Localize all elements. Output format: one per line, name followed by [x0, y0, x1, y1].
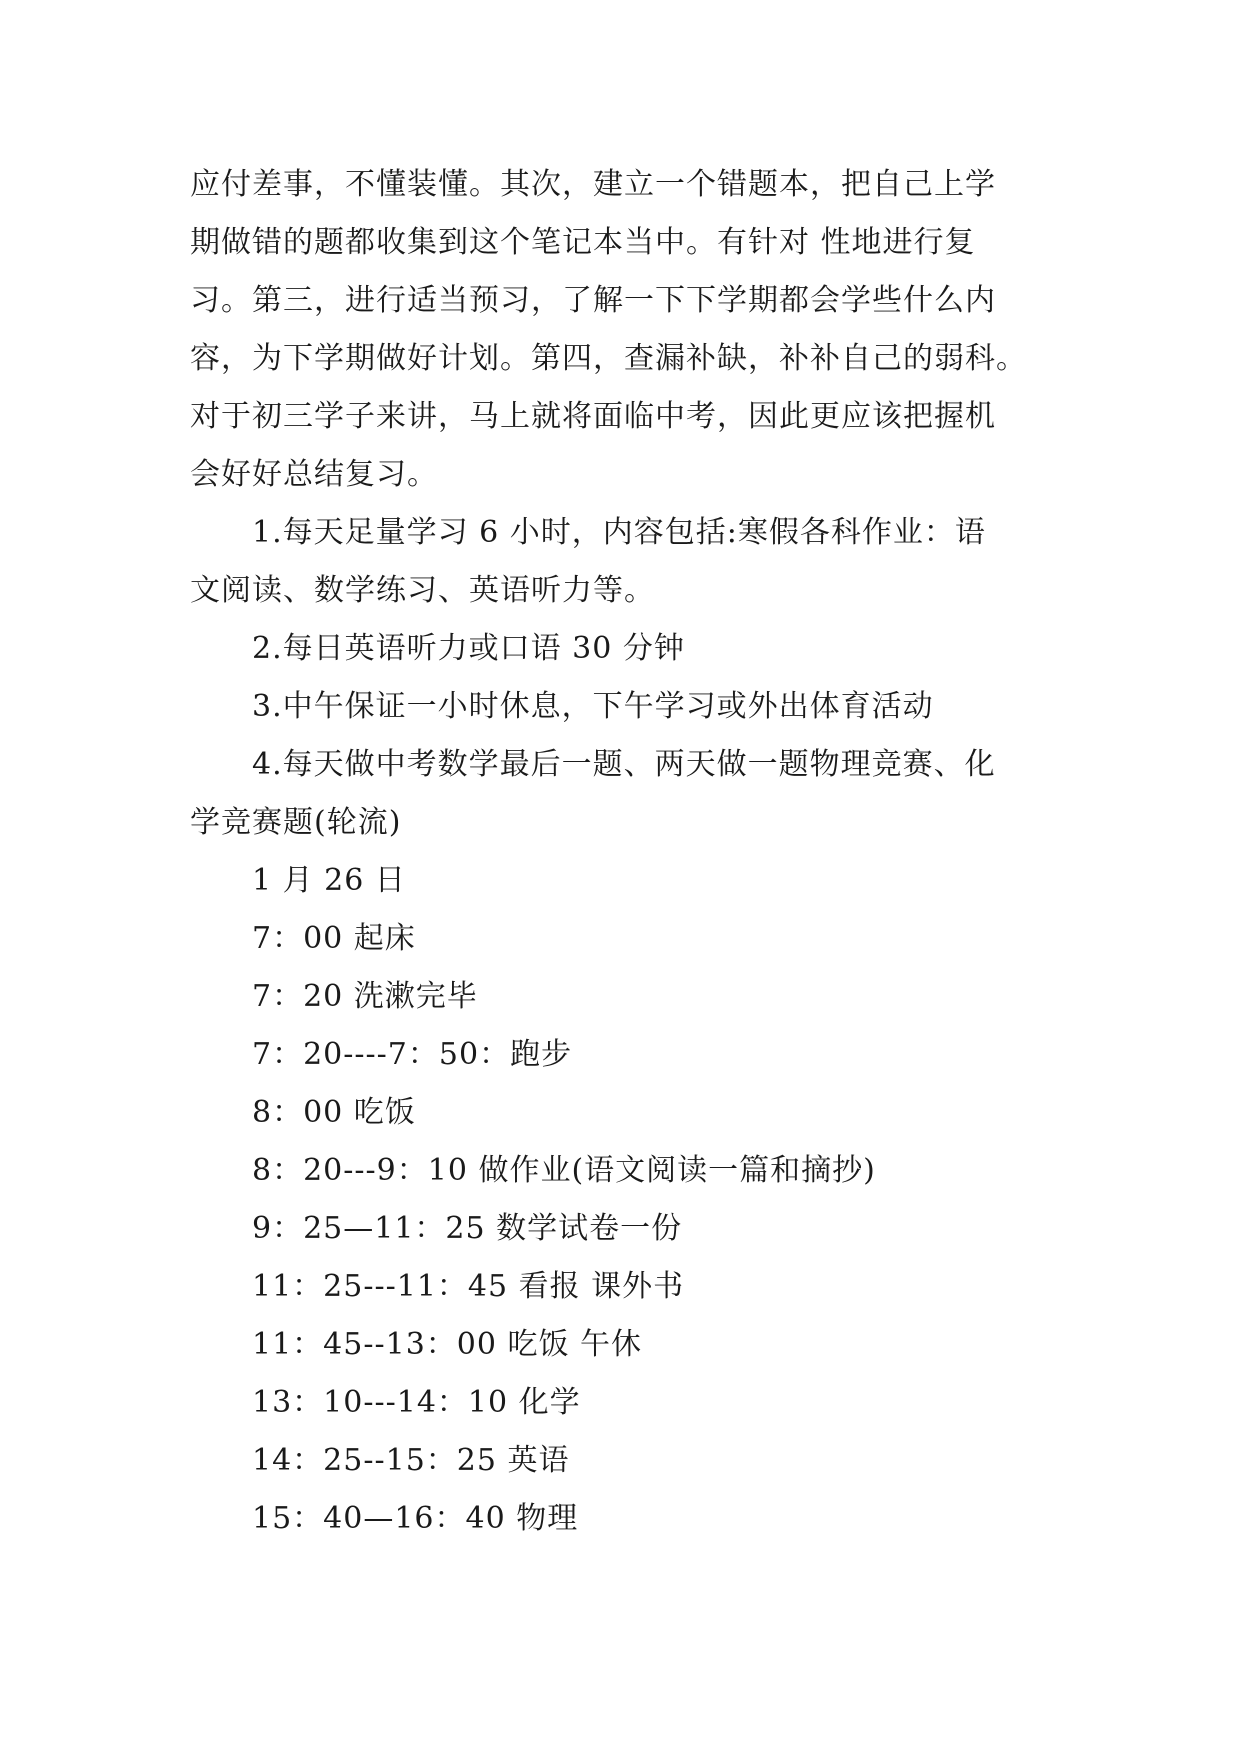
- paragraph-line: 对于初三学子来讲，马上就将面临中考，因此更应该把握机: [190, 399, 996, 434]
- schedule-entry: 11：25---11：45 看报 课外书: [252, 1269, 685, 1304]
- schedule-entry: 8：20---9：10 做作业(语文阅读一篇和摘抄): [252, 1153, 876, 1188]
- schedule-entry: 13：10---14：10 化学: [252, 1385, 581, 1420]
- list-item-4-line-2: 学竞赛题(轮流): [190, 805, 402, 840]
- schedule-entry: 14：25--15：25 英语: [252, 1443, 570, 1478]
- schedule-entry: 11：45--13：00 吃饭 午休: [252, 1327, 643, 1362]
- schedule-entry: 7：00 起床: [252, 921, 416, 956]
- paragraph-line: 容，为下学期做好计划。第四，查漏补缺，补补自己的弱科。: [190, 341, 1027, 376]
- list-item-4-line-1: 4.每天做中考数学最后一题、两天做一题物理竞赛、化: [252, 747, 996, 782]
- schedule-entry: 15：40—16：40 物理: [252, 1501, 579, 1536]
- list-item-1-line-1: 1.每天足量学习 6 小时，内容包括:寒假各科作业：语: [252, 515, 986, 550]
- paragraph-line: 期做错的题都收集到这个笔记本当中。有针对 性地进行复: [190, 225, 976, 260]
- schedule-entry: 8：00 吃饭: [252, 1095, 416, 1130]
- schedule-date: 1 月 26 日: [252, 863, 406, 898]
- paragraph-line: 会好好总结复习。: [190, 457, 438, 492]
- list-item-2: 2.每日英语听力或口语 30 分钟: [252, 631, 685, 666]
- list-item-3: 3.中午保证一小时休息，下午学习或外出体育活动: [252, 689, 934, 724]
- schedule-entry: 7：20----7：50：跑步: [252, 1037, 573, 1072]
- list-item-1-line-2: 文阅读、数学练习、英语听力等。: [190, 573, 655, 608]
- paragraph-line: 习。第三，进行适当预习，了解一下下学期都会学些什么内: [190, 283, 996, 318]
- schedule-entry: 7：20 洗漱完毕: [252, 979, 478, 1014]
- schedule-entry: 9：25—11：25 数学试卷一份: [252, 1211, 683, 1246]
- paragraph-line: 应付差事，不懂装懂。其次，建立一个错题本，把自己上学: [190, 167, 996, 202]
